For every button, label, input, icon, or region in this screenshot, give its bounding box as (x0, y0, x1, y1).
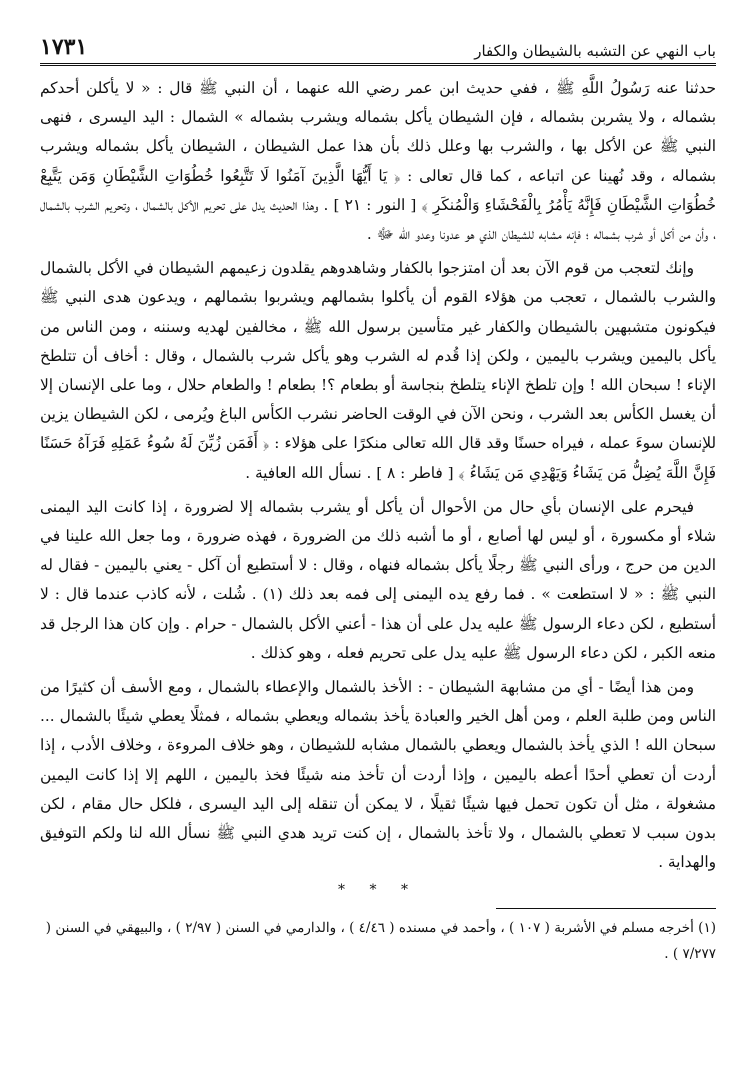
running-head: باب النهي عن التشبه بالشيطان والكفار (474, 42, 716, 60)
paragraph-taking-giving: ومن هذا أيضًا - أي من مشابهة الشيطان - : الأخذ بالشمال والإعطاء بالشمال ، ومع الأسف أن كثيرًا من الناس ومن طلبة العلم ، ومن أهل الخير والعبادة يأخذ بشماله ويعطي بشماله ، فمثلًا يعطي شيئًا بالشمال ... سبحان الله ! الذي يأخذ بالشمال ويعطي بالشمال مشابه للشيطان ، وهو خلاف المروءة ، وخلاف الأدب ، إذا أردت أن تعطي أحدًا أعطه باليمين ، وإذا أردت أن تأخذ منه شيئًا فخذ باليمين ، اللهم إلا إذا كانت اليمين مشغولة ، مثل أن تكون تحمل فيها شيئًا ثقيلًا ، لا يمكن أن تنقله إلى اليد اليسرى ، فلكل حال مقام ، لكن بدون سبب لا تعطي بالشمال ، ولا تأخذ بالشمال ، إن كنت تريد هدي النبي ﷺ نسأل الله لنا ولكم التوفيق والهداية . (40, 678, 716, 872)
footnote: (١) أخرجه مسلم في الأشربة ( ١٠٧ ) ، وأحمد في مسنده ( ٤/٤٦ ) ، والدارمي في السنن ( ٢/٩٧ ) ، والبيهقي في السنن ( ٧/٢٧٧ ) . (45, 920, 716, 963)
header-rule (40, 63, 716, 66)
paragraph-prohibition: فيحرم على الإنسان بأي حال من الأحوال أن يأكل أو يشرب بشماله إلا لضرورة ، إذا كانت اليد اليمنى شلاء أو مكسورة ، أو ليس لها أصابع ، أو ما أشبه ذلك من الضرورة ، فهذه ضرورة ، وما جعل الله علينا في الدين من حرج ، ورأى النبي ﷺ رجلًا يأكل بشماله فنهاه ، وقال : لا أستطيع أن آكل - يعني باليمين - فقال له النبي ﷺ : « لا استطعت » . فما رفع يده اليمنى إلى فمه بعد ذلك (١) . شُلت ، لأنه كاذب عندما قال : لا أستطيع ، لكن دعاء الرسول ﷺ عليه يدل على أن هذا - أعني الأكل بالشمال - حرام . وإن كان هذا الرجل قد منعه الكبر ، لكن دعاء الرسول ﷺ عليه يدل على تحريم فعله ، وهو كذلك . (40, 497, 716, 662)
body-text (40, 74, 716, 877)
paragraph-imitation: وإنك لتعجب من قوم الآن بعد أن امتزجوا بالكفار وشاهدوهم يقلدون زعيمهم الشيطان في الأكل بالشمال والشرب بالشمال ، تعجب من هؤلاء القوم أن يأكلوا بشمالهم ويشربوا بشمالهم ، ويدعون هدى النبي ﷺ فيكونون متشبهين بالشيطان والكفار غير متأسين برسول الله ﷺ ، مخالفين لهديه وسننه ، ومن الناس من يأكل باليمين ويشرب باليمين ، ولكن إذا قُدم له الشرب وهو يأكل شرب بالشمال ، وقال : أخاف أن تتلطخ الإناء ! سبحان الله ! وإن تلطخ الإناء يتلطخ بنجاسة أو بطعام ؟! بطعام ! والطعام حلال ، وما على الإنسان إلا أن يغسل الكأس بعد الشرب ، ونحن الآن في الوقت الحاضر نشرب الكأس الباغ ويُرمى ، لكن الشيطان يزين للإنسان سوءَ عمله ، فيراه حسنًا وقد قال الله تعالى منكرًا على هؤلاء : ﴿ أَفَمَن زُيِّنَ لَهُ سُوءُ عَمَلِهِ فَرَآهُ حَسَنًا فَإِنَّ اللَّهَ يُضِلُّ مَن يَشَاءُ وَيَهْدِي مَن يَشَاءُ ﴾ [ فاطر : ٨ ] . نسأل الله العافية . (40, 259, 716, 482)
page-number: ١٧٣١ (40, 34, 88, 60)
section-separator: * * * (338, 882, 418, 899)
footnote-rule (496, 908, 716, 909)
paragraph-hadith: حدثنا عنه رَسُولُ اللَّهِ ﷺ ، ففي حديث ابن عمر رضي الله عنهما ، أن النبي ﷺ قال : « لا يأكلن أحدكم بشماله ، ولا يشربن بشماله ، فإن الشيطان يأكل بشماله ويشرب بشماله » الشمال : اليد اليسرى ، فنهى النبي ﷺ عن الأكل بها ، والشرب بها وعلل ذلك بأن هذا عمل الشيطان ، الشيطان يأكل بشماله ويشرب بشماله ، وقد نُهينا عن اتباعه ، كما قال تعالى : ﴿ يَا أَيُّهَا الَّذِينَ آمَنُوا لَا تَتَّبِعُوا خُطُوَاتِ الشَّيْطَانِ وَمَن يَتَّبِعْ خُطُوَاتِ الشَّيْطَانِ فَإِنَّهُ يَأْمُرُ بِالْفَحْشَاءِ وَالْمُنكَرِ ﴾ [ النور : ٢١ ] . وهذا الحديث يدل على تحريم الأكل بالشمال ، وتحريم الشرب بالشمال ، وأن من أكل أو شرب بشماله ؛ فإنه مشابه للشيطان الذي هو عدونا وعدو الله ﷻ . (40, 79, 716, 244)
page-header (40, 30, 716, 63)
